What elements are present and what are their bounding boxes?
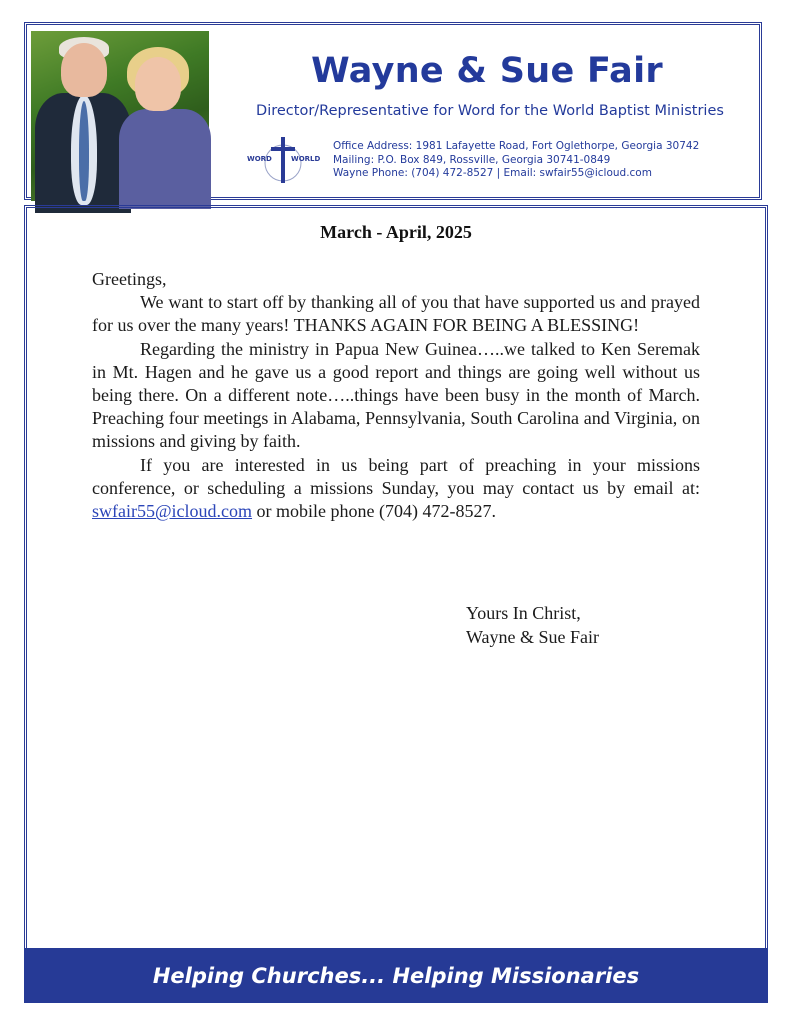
paragraph-contact-lead: If you are interested in us being part of preaching in your missions conference, or scheduling a missions Sunday, you may contact us by email at: bbox=[92, 454, 700, 498]
greeting: Greetings, bbox=[92, 269, 167, 289]
paragraph-contact bbox=[92, 454, 700, 524]
ministry-logo bbox=[247, 131, 321, 187]
signature: Wayne & Sue Fair bbox=[466, 626, 600, 647]
paragraph-ministry-update: Regarding the ministry in Papua New Guinea…..we talked to Ken Seremak in Mt. Hagen and he gave us a good report and things are going well without us being there. On a different note…..things have been busy in the month of March. Preaching four meetings in Alabama, Pennsylvania, South Carolina and Virginia, on missions and giving by faith. bbox=[92, 338, 700, 452]
footer-tagline: Helping Churches... Helping Missionaries bbox=[152, 963, 640, 988]
letterhead-page bbox=[24, 22, 768, 1003]
paragraph-contact-tail: or mobile phone (704) 472-8527. bbox=[252, 501, 497, 522]
closing: Yours In Christ, bbox=[466, 603, 581, 623]
header-subtitle: Director/Representative for Word for the World Baptist Ministries bbox=[256, 103, 724, 119]
signoff bbox=[466, 602, 599, 649]
contact-block bbox=[333, 140, 699, 181]
letter-date: March - April, 2025 bbox=[320, 222, 472, 242]
letterhead-header bbox=[24, 22, 762, 200]
logo-text-right: WORLD bbox=[291, 155, 321, 163]
paragraph-thanks: We want to start off by thanking all of you that have supported us and prayed for us over the many years! THANKS AGAIN FOR BEING A BLESSING! bbox=[92, 292, 700, 336]
mailing-address: Mailing: P.O. Box 849, Rossville, Georgia 30741-0849 bbox=[333, 153, 611, 166]
phone-email: Wayne Phone: (704) 472-8527 | Email: swfair55@icloud.com bbox=[333, 167, 652, 179]
couple-photo bbox=[31, 31, 209, 201]
email-link[interactable]: swfair55@icloud.com bbox=[92, 501, 253, 522]
header-name: Wayne & Sue Fair bbox=[311, 51, 663, 91]
footer-bar bbox=[24, 948, 768, 1003]
logo-text-left: WORD bbox=[247, 155, 272, 163]
office-address: Office Address: 1981 Lafayette Road, Fort Oglethorpe, Georgia 30742 bbox=[333, 140, 700, 152]
letter-text bbox=[92, 268, 700, 523]
